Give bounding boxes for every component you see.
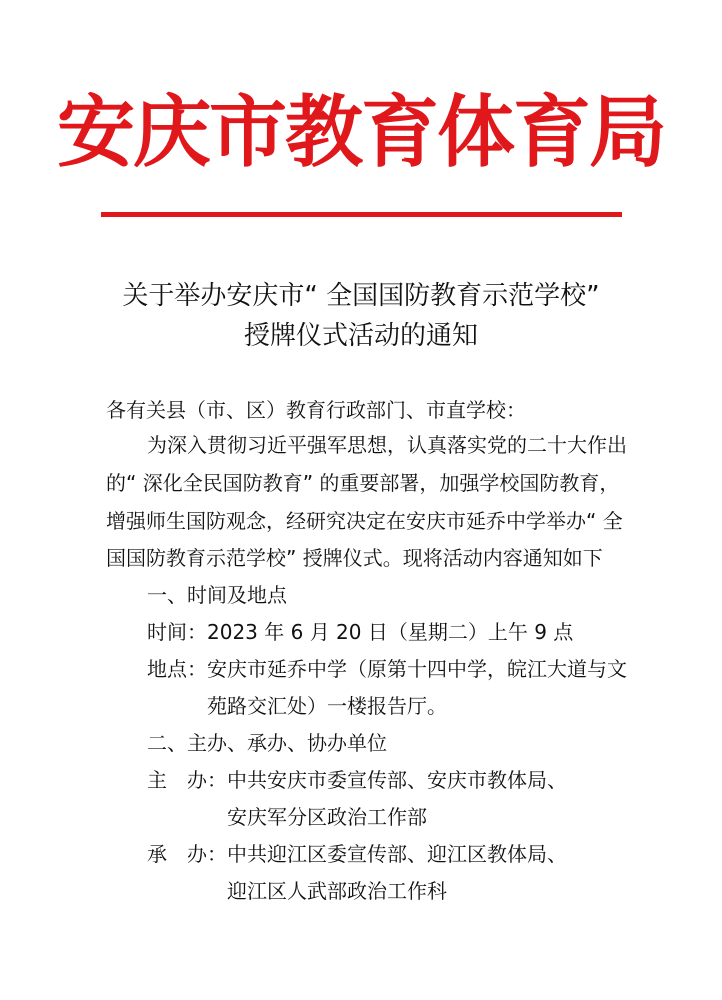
- place-value-line-1: 安庆市延乔中学（原第十四中学，皖江大道与文: [207, 657, 627, 681]
- issuing-authority-header: 安庆市教育体育局: [56, 87, 665, 178]
- time-label: 时间：: [147, 620, 207, 644]
- intro-paragraph-line: 为深入贯彻习近平强军思想，认真落实党的二十大作出: [147, 433, 627, 457]
- place-label: 地点：: [147, 657, 207, 681]
- intro-paragraph-line: 增强师生国防观念，经研究决定在安庆市延乔中学举办“ 全: [106, 509, 623, 533]
- host-label: 主 办：: [147, 768, 227, 792]
- place-value-line-2: 苑路交汇处）一楼报告厅。: [207, 694, 447, 718]
- section-heading-units: 二、主办、承办、协办单位: [147, 731, 387, 755]
- organizer-value-line-2: 迎江区人武部政治工作科: [227, 879, 447, 903]
- section-heading-time-place: 一、时间及地点: [147, 583, 287, 607]
- organizer-label: 承 办：: [147, 842, 227, 866]
- host-value-line-2: 安庆军分区政治工作部: [227, 805, 427, 829]
- time-value: 2023 年 6 月 20 日（星期二）上午 9 点: [207, 620, 574, 644]
- intro-paragraph-line: 国国防教育示范学校” 授牌仪式。现将活动内容通知如下: [106, 546, 603, 570]
- intro-paragraph-line: 的“ 深化全民国防教育” 的重要部署，加强学校国防教育，: [106, 471, 620, 495]
- red-header-rule: [101, 212, 622, 217]
- notice-title-line-2: 授牌仪式活动的通知: [243, 321, 478, 351]
- host-value-line-1: 中共安庆市委宣传部、安庆市教体局、: [227, 768, 567, 792]
- organizer-value-line-1: 中共迎江区委宣传部、迎江区教体局、: [227, 842, 567, 866]
- salutation: 各有关县（市、区）教育行政部门、市直学校：: [106, 398, 526, 422]
- notice-title-line-1: 关于举办安庆市“ 全国国防教育示范学校”: [122, 281, 600, 311]
